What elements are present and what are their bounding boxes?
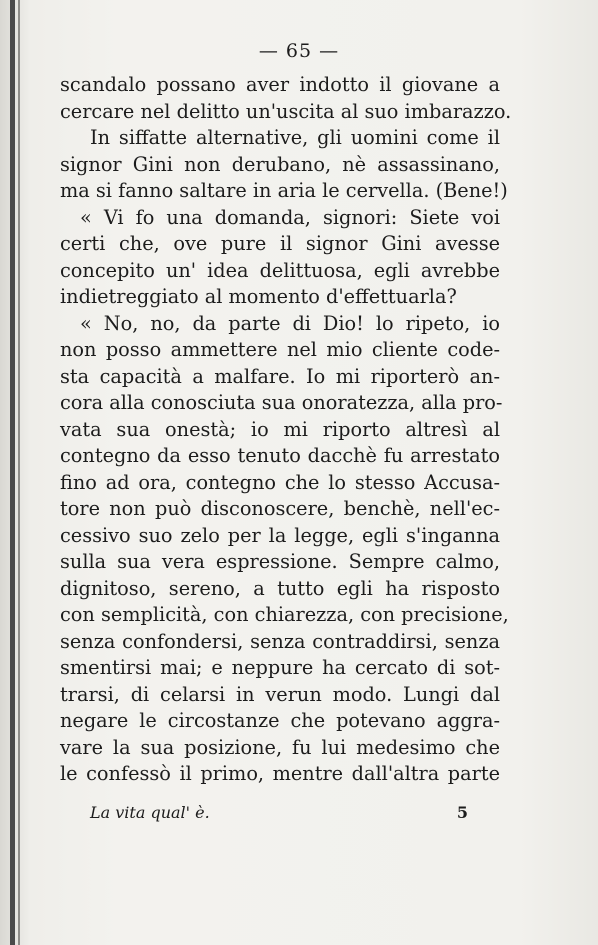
text-line: senza confondersi, senza contraddirsi, senza [60, 629, 500, 653]
text-line: negare le circostanze che potevano aggra- [60, 709, 500, 732]
text-line: smentirsi mai; e neppure ha cercato di sot- [60, 656, 500, 679]
text-line: cessivo suo zelo per la legge, egli s'inganna [60, 523, 500, 547]
page-number: — 65 — [258, 40, 340, 62]
text-line: « No, no, da parte di Dio! lo ripeto, io [80, 311, 500, 335]
text-line: trarsi, di celarsi in verun modo. Lungi dal [60, 682, 500, 706]
text-line: dignitoso, sereno, a tutto egli ha risposto [60, 576, 500, 600]
signature-mark: 5 [456, 803, 468, 822]
binding-edge [10, 0, 15, 945]
text-line: concepito un' idea delittuosa, egli avrebbe [60, 258, 500, 282]
text-line: sulla sua vera espressione. Sempre calmo, [60, 550, 500, 573]
text-line: le confessò il primo, mentre dall'altra parte [60, 762, 500, 785]
text-line: signor Gini non derubano, nè assassinano, [60, 152, 500, 176]
text-line: con semplicità, con chiarezza, con precisione, [60, 603, 509, 626]
text-line: certi che, ove pure il signor Gini avesse [60, 232, 500, 255]
text-line: cora alla conosciuta sua onoratezza, alla pro- [60, 391, 503, 414]
text-line: scandalo possano aver indotto il giovane a [60, 73, 500, 96]
text-line: « Vi fo una domanda, signori: Siete voi [80, 205, 500, 229]
text-line: vata sua onestà; io mi riporto altresì al [60, 417, 500, 441]
text-line: vare la sua posizione, fu lui medesimo che [60, 735, 500, 759]
text-line: indietreggiato al momento d'effettuarla? [60, 285, 457, 308]
text-line: In siffatte alternative, gli uomini come il [90, 126, 500, 149]
text-line: fino ad ora, contegno che lo stesso Accusa- [60, 470, 500, 494]
body-text [60, 72, 512, 788]
binding-edge-shadow [18, 0, 20, 945]
page-footer [90, 803, 468, 822]
text-line: tore non può disconoscere, benchè, nell'ec- [60, 497, 500, 520]
text-line: contegno da esso tenuto dacchè fu arrestato [60, 444, 500, 467]
text-line: cercare nel delitto un'uscita al suo imbarazzo. [60, 99, 512, 123]
running-footer-title: La vita qual' è. [90, 803, 210, 822]
text-line: ma si fanno saltare in aria le cervella. (Bene!) [60, 179, 508, 202]
text-line: non posso ammettere nel mio cliente code- [60, 338, 500, 361]
text-line: sta capacità a malfare. Io mi riporterò an- [60, 364, 500, 388]
